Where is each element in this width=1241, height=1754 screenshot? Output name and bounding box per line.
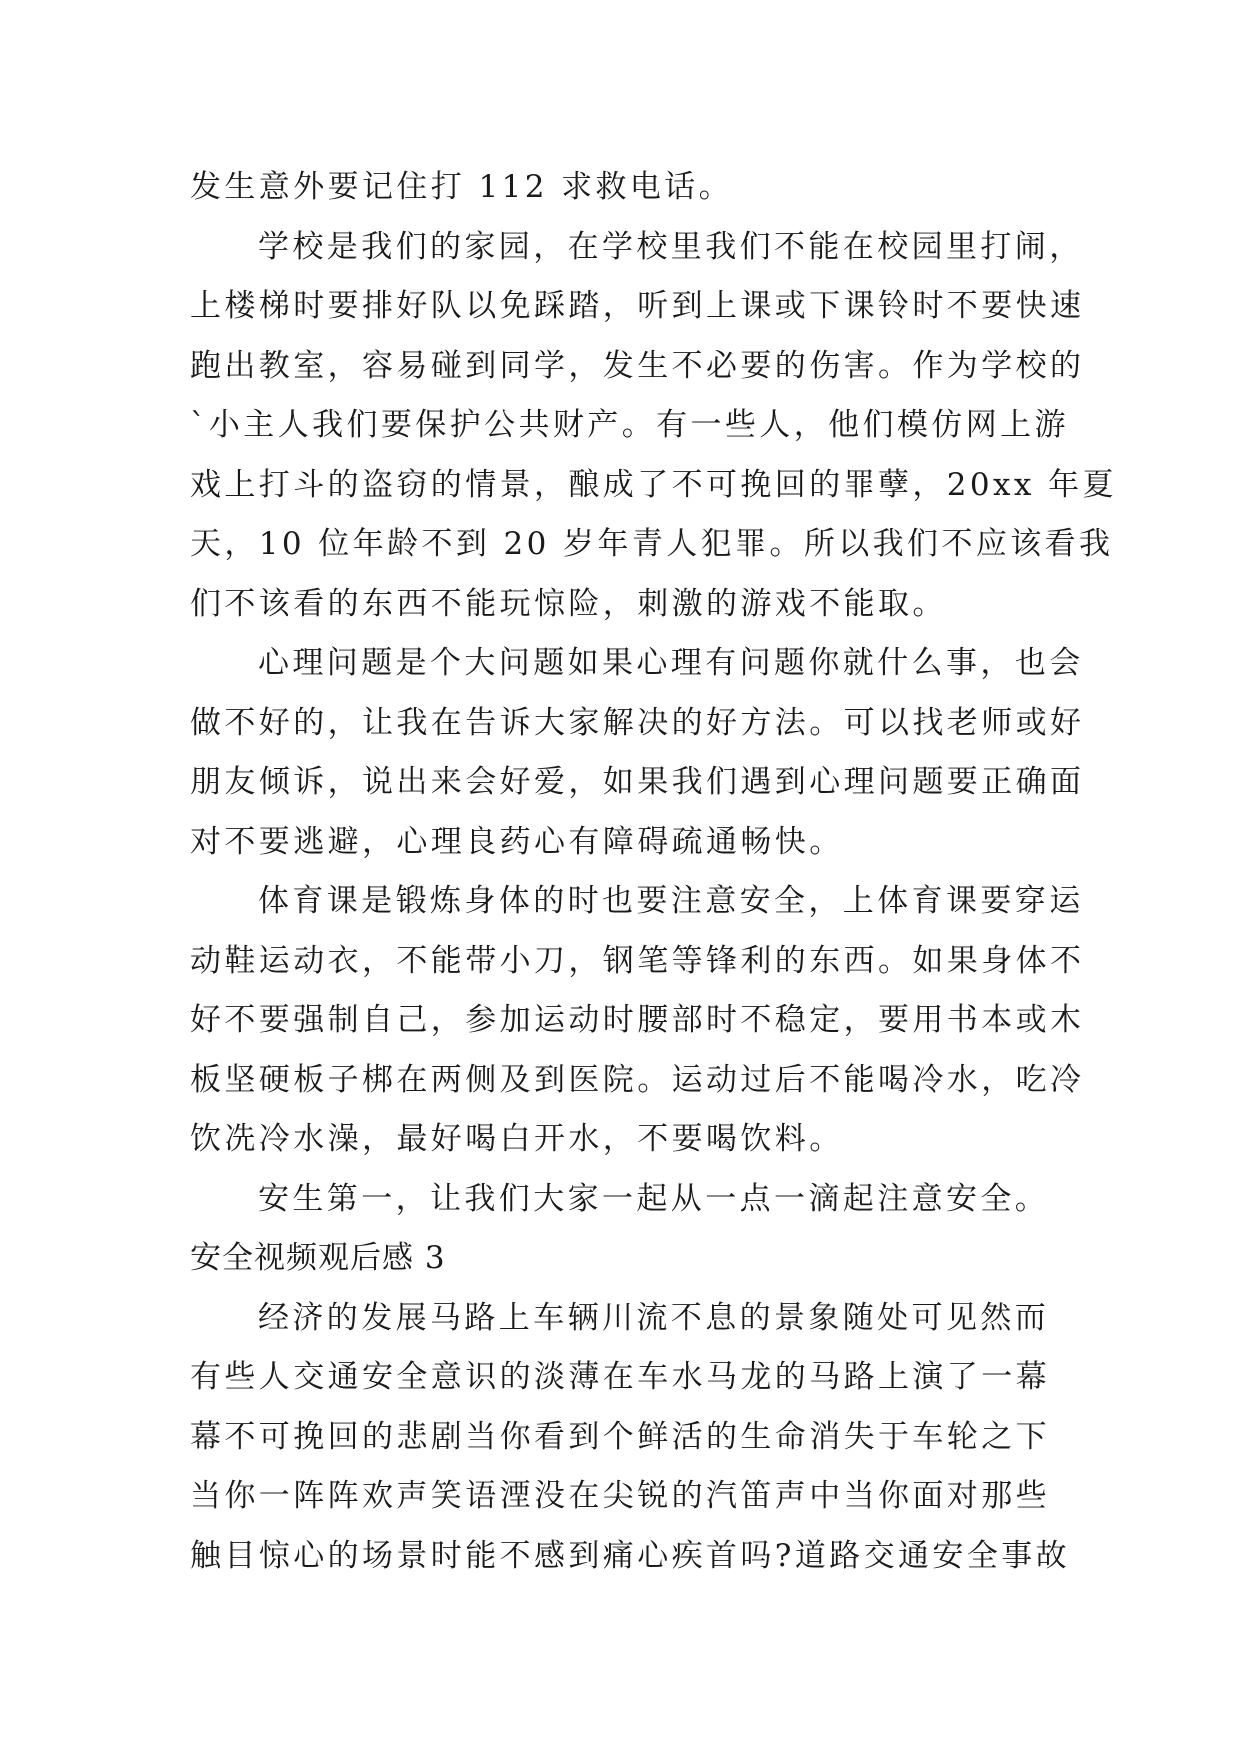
document-body <box>190 158 1117 1586</box>
paragraph <box>190 218 1117 635</box>
text-line: 戏上打斗的盗窃的情景，酿成了不可挽回的罪孽，20xx 年夏 <box>190 466 1117 503</box>
section-heading-text: 安全视频观后感 3 <box>190 1240 446 1276</box>
text-line: 学校是我们的家园，在学校里我们不能在校园里打闹， <box>258 228 1084 265</box>
paragraph <box>190 158 1058 218</box>
text-line: 板坚硬板子梆在两侧及到医院。运动过后不能喝冷水，吃冷 <box>190 1061 1085 1098</box>
text-line: 体育课是锻炼身体的时也要注意安全，上体育课要穿运 <box>258 883 1084 919</box>
text-line: 对不要逃避，心理良药心有障碍疏通畅快。 <box>190 823 844 860</box>
text-line: 朋友倾诉，说出来会好爱，如果我们遇到心理问题要正确面 <box>190 764 1085 800</box>
paragraph <box>190 1289 1071 1587</box>
text-line: 们不该看的东西不能玩惊险，刺激的游戏不能取。 <box>190 585 947 622</box>
text-line: 经济的发展马路上车辆川流不息的景象随处可见然而 <box>258 1299 1050 1336</box>
text-line: 当你一阵阵欢声笑语湮没在尖锐的汽笛声中当你面对那些 <box>190 1478 1050 1514</box>
paragraph <box>190 634 1085 872</box>
text-line: `小主人我们要保护公共财产。有一些人，他们模仿网上游 <box>190 407 1069 443</box>
text-line: 饮冼冷水澡，最好喝白开水，不要喝饮料。 <box>190 1121 844 1157</box>
text-line: 安生第一，让我们大家一起从一点一滴起注意安全。 <box>258 1180 1050 1217</box>
text-line: 做不好的，让我在告诉大家解决的好方法。可以找老师或好 <box>190 704 1085 741</box>
text-line: 有些人交通安全意识的淡薄在车水马龙的马路上演了一幕 <box>190 1359 1050 1395</box>
text-line: 好不要强制自己，参加运动时腰部时不稳定，要用书本或木 <box>190 1002 1085 1038</box>
text-line: 发生意外要记住打 112 求救电话。 <box>190 169 734 205</box>
section-heading <box>190 1229 1058 1289</box>
paragraph <box>190 872 1085 1170</box>
text-line: 天，10 位年龄不到 20 岁年青人犯罪。所以我们不应该看我 <box>190 526 1114 562</box>
text-line: 触目惊心的场景时能不感到痛心疾首吗?道路交通安全事故 <box>190 1537 1071 1574</box>
text-line: 幕不可挽回的悲剧当你看到个鲜活的生命消失于车轮之下 <box>190 1418 1050 1455</box>
text-line: 上楼梯时要排好队以免踩踏，听到上课或下课铃时不要快速 <box>190 288 1085 324</box>
text-line: 跑出教室，容易碰到同学，发生不必要的伤害。作为学校的 <box>190 347 1085 384</box>
text-line: 动鞋运动衣，不能带小刀，钢笔等锋利的东西。如果身体不 <box>190 942 1085 979</box>
paragraph <box>190 1170 1058 1230</box>
text-line: 心理问题是个大问题如果心理有问题你就什么事，也会 <box>258 645 1084 681</box>
